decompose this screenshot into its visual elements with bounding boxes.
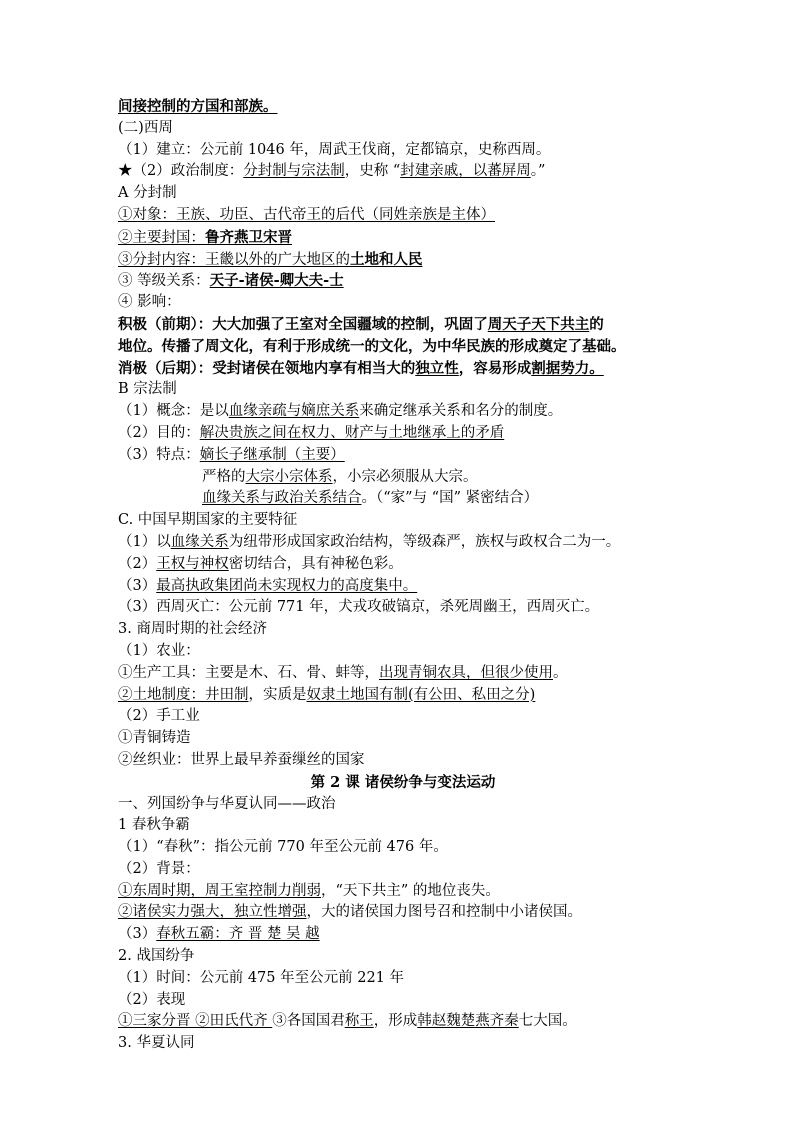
text-segment: ★（2）政治制度：: [118, 163, 244, 180]
lesson-heading: [118, 772, 688, 794]
text-segment: ③ 等级关系：: [118, 273, 210, 290]
text-line: [118, 401, 688, 423]
text-line: [118, 292, 688, 314]
text-segment: 积极（前期）：大大加强了王室对全国疆域的控制，巩固了: [118, 315, 488, 333]
text-line: [118, 532, 688, 554]
text-line: [118, 990, 688, 1012]
text-segment: 土地和人民: [350, 250, 423, 268]
text-segment: 称王: [344, 1013, 374, 1030]
text-segment: 3. 华夏认同: [118, 1035, 195, 1052]
text-segment: （2）表现: [118, 991, 186, 1008]
text-segment: （1）概念：是以: [118, 403, 229, 420]
text-line: [118, 968, 688, 990]
text-line: [118, 161, 688, 183]
text-segment: 密切结合，具有神秘色彩。: [228, 555, 403, 572]
text-line: [118, 183, 688, 205]
text-segment: （1）以: [118, 533, 171, 550]
text-segment: ，小宗必须服从大宗。: [332, 468, 478, 485]
text-segment: 间接控制的方国和部族。: [118, 98, 278, 115]
text-segment: ，容易形成: [458, 359, 532, 377]
text-segment: 血缘关系与政治关系结合: [202, 490, 362, 507]
text-segment: ②主要封国：: [118, 229, 205, 246]
text-segment: 王权与神权: [156, 555, 229, 572]
text-segment: 天子-诸侯-卿大夫-士: [209, 272, 344, 290]
text-line: [118, 837, 688, 859]
text-segment: （2）: [118, 555, 157, 572]
text-line: [118, 140, 688, 162]
text-segment: ①青铜铸造: [118, 730, 191, 747]
text-segment: （3）: [118, 926, 157, 943]
text-line: [118, 750, 688, 772]
text-line: [118, 794, 688, 816]
text-line: [118, 597, 688, 619]
text-line: [118, 924, 688, 946]
text-segment: 出现青铜农具，但很少使用: [379, 664, 553, 681]
text-segment: 鲁齐燕卫宋晋: [205, 228, 292, 246]
text-segment: 的: [589, 315, 604, 333]
text-line: [118, 1033, 688, 1055]
text-segment: ①三家分晋 ②田氏代齐: [118, 1013, 273, 1030]
text-segment: 最高执政集团尚未实现权力的高度集中。: [156, 577, 418, 594]
text-segment: 分封制与宗法制: [243, 163, 345, 180]
text-segment: （3）西周灭亡：公元前 771 年，犬戎攻破镐京，杀死周幽王，西周灭亡。: [118, 599, 600, 616]
text-segment: （3）: [118, 577, 157, 594]
text-line: [118, 270, 688, 292]
text-segment: 七大国。: [518, 1013, 577, 1030]
text-segment: ①东周时期，周王室控制力削弱: [118, 882, 321, 899]
text-segment: 大宗小宗体系: [245, 468, 333, 485]
text-segment: ④ 影响：: [118, 294, 181, 311]
text-segment: 奴隶土地国有制(有公田、私田之分): [306, 686, 536, 703]
text-segment: 。: [553, 664, 568, 681]
text-segment: 来确定继承关系和名分的制度。: [359, 403, 563, 420]
text-line: [118, 902, 688, 924]
text-line: [118, 946, 688, 968]
text-line: [118, 249, 688, 271]
text-segment: 封建亲戚，以蕃屏周: [400, 163, 531, 180]
text-segment: ②诸侯实力强大，独立性增强: [118, 904, 307, 921]
text-segment: （1）建立：公元前 1046 年，周武王伐商，定都镐京，史称西周。: [118, 141, 551, 158]
text-segment: 一、列国纷争与华夏认同——政治: [118, 795, 336, 812]
text-line: [118, 96, 688, 118]
text-segment: ，大的诸侯国力图号召和控制中小诸侯国。: [306, 904, 582, 921]
text-segment: 1 春秋争霸: [118, 817, 190, 834]
text-line: [118, 510, 688, 532]
text-line: [118, 205, 688, 227]
text-line: [118, 336, 688, 358]
text-segment: （1）农业：: [118, 642, 200, 659]
text-line: [118, 554, 688, 576]
text-line: [118, 641, 688, 663]
text-segment: 。（“家”与 “国” 紧密结合）: [361, 490, 539, 507]
text-segment: (二)西周: [118, 119, 173, 136]
text-segment: 解决贵族之间在权力、财产与土地继承上的矛盾: [199, 424, 505, 441]
text-segment: 严格的: [202, 468, 246, 485]
text-line: [118, 728, 688, 750]
text-segment: （2）手工业: [118, 708, 200, 725]
text-segment: 血缘亲疏与嫡庶关系: [228, 403, 360, 420]
text-line: [118, 619, 688, 641]
text-segment: 消极（后期）：受封诸侯在领地内享有相当大的: [118, 359, 416, 377]
text-segment: C. 中国早期国家的主要特征: [118, 512, 298, 529]
text-line: [118, 467, 688, 489]
text-line: [118, 1011, 688, 1033]
text-segment: （2）背景：: [118, 860, 200, 877]
text-line: [118, 358, 688, 380]
text-segment: 3. 商周时期的社会经济: [118, 621, 267, 638]
text-segment: ③分封内容：王畿以外的广大地区的: [118, 251, 350, 268]
text-segment: ，史称 “: [344, 163, 401, 180]
text-line: [118, 663, 688, 685]
text-line: [118, 445, 688, 467]
text-line: [118, 423, 688, 445]
text-segment: 嫡长子继承制（主要）: [199, 446, 345, 463]
text-line: [118, 685, 688, 707]
text-line: [118, 881, 688, 903]
text-segment: 地位。传播了周文化，有利于形成统一的文化，为中华民族的形成奠定了基础。: [118, 337, 626, 355]
text-segment: 为纽带形成国家政治结构，等级森严，族权与政权合二为一。: [228, 533, 621, 550]
text-line: [118, 815, 688, 837]
text-line: [118, 314, 688, 336]
text-segment: 独立性: [415, 359, 459, 377]
text-segment: 。”: [530, 163, 546, 180]
text-line: [118, 118, 688, 140]
text-segment: ①对象：王族、功臣、古代帝王的后代（同姓亲族是主体）: [118, 206, 495, 223]
text-segment: 韩赵魏楚燕齐秦: [417, 1013, 519, 1030]
document-page: [118, 96, 688, 1055]
text-segment: 2. 战国纷争: [118, 948, 195, 965]
text-segment: 血缘关系: [170, 533, 229, 550]
text-segment: B 宗法制: [118, 381, 177, 398]
text-segment: 第 2 课 诸侯纷争与变法运动: [310, 773, 496, 791]
text-line: [118, 859, 688, 881]
text-line: [118, 488, 688, 510]
text-segment: ①生产工具：主要是木、石、骨、蚌等，: [118, 664, 379, 681]
text-segment: 周天子天下共主: [487, 315, 590, 333]
text-segment: ③各国国君: [272, 1013, 345, 1030]
text-line: [118, 706, 688, 728]
text-segment: ，形成: [373, 1013, 418, 1030]
text-segment: ，实质是: [248, 686, 307, 703]
text-line: [118, 227, 688, 249]
text-segment: （1）“春秋”：指公元前 770 年至公元前 476 年。: [118, 839, 448, 856]
text-segment: A 分封制: [118, 185, 177, 202]
text-segment: 春秋五霸：齐 晋 楚 吴 越: [156, 926, 320, 943]
text-line: [118, 576, 688, 598]
text-segment: （2）目的：: [118, 424, 200, 441]
text-segment: ②丝织业：世界上最早养蚕缫丝的国家: [118, 751, 365, 768]
text-line: [118, 379, 688, 401]
text-segment: 割据势力。: [531, 359, 604, 377]
text-segment: （3）特点：: [118, 446, 200, 463]
text-segment: ②土地制度：井田制: [118, 686, 249, 703]
text-segment: （1）时间：公元前 475 年至公元前 221 年: [118, 969, 405, 986]
text-segment: ，“天下共主” 的地位丧失。: [321, 882, 500, 899]
